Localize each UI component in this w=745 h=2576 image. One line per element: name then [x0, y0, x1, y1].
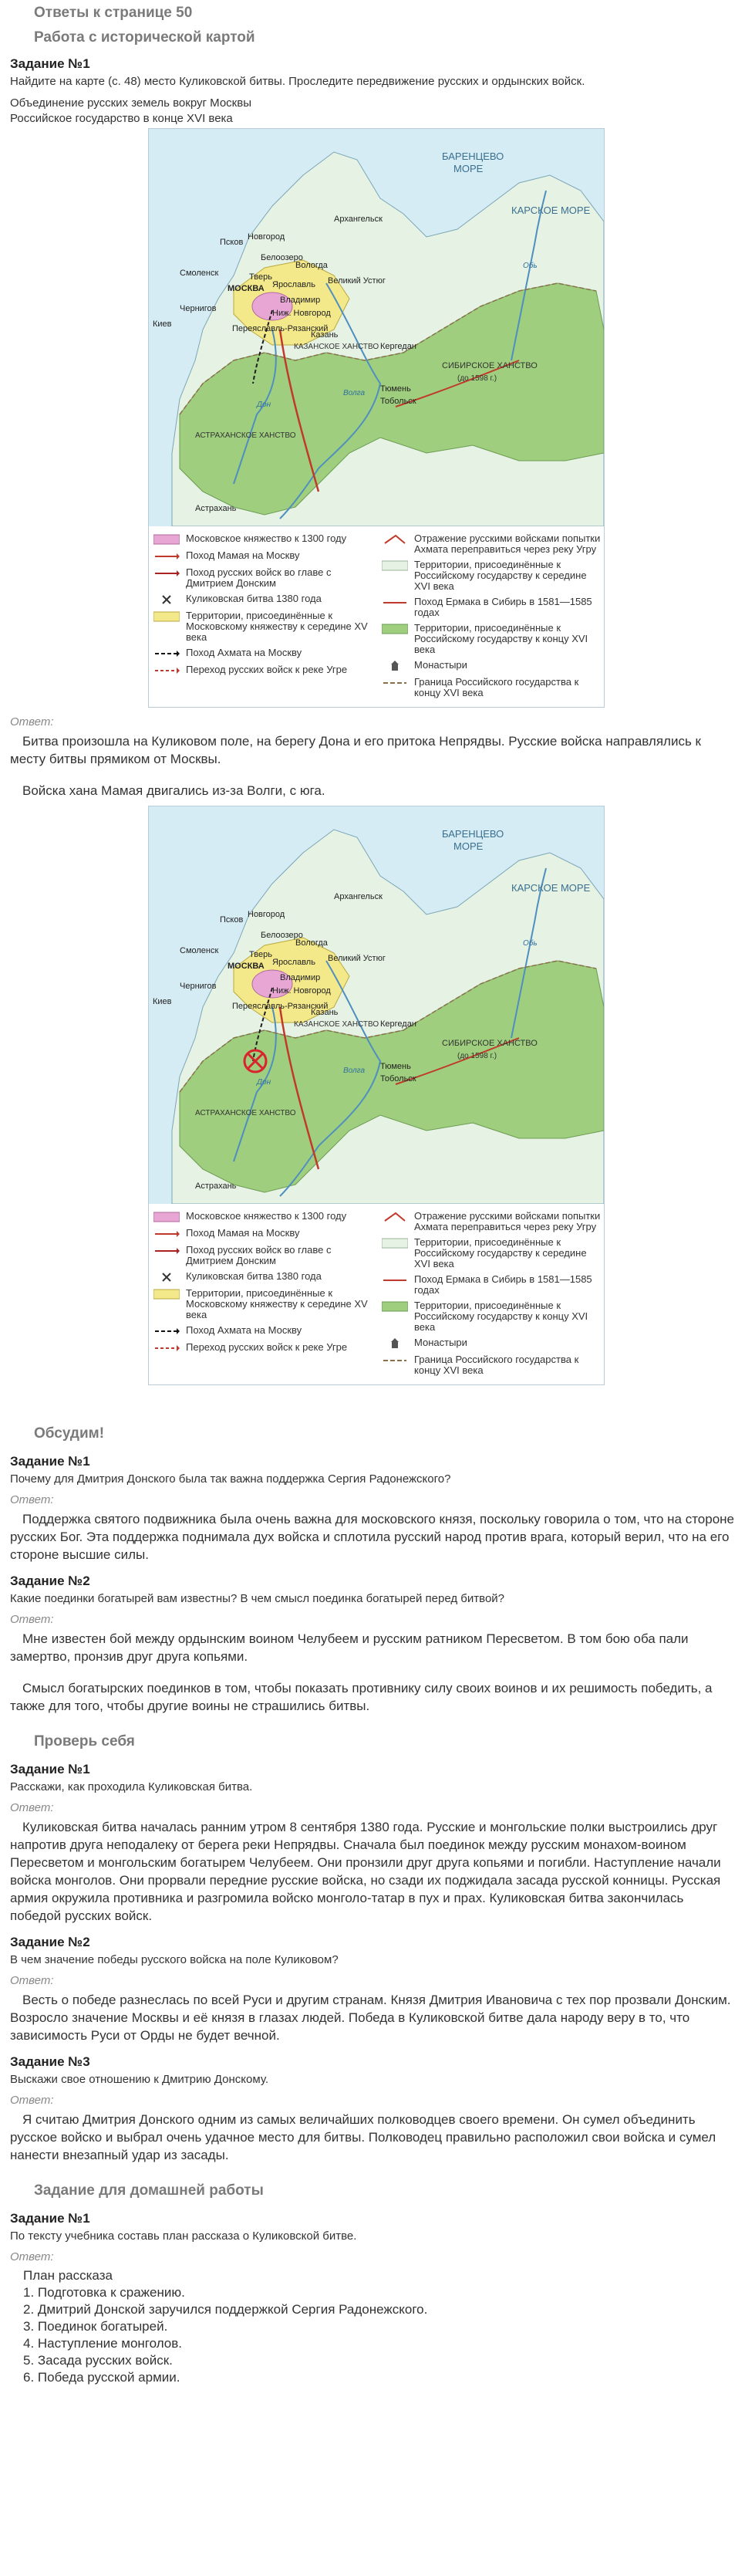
task-1-answer-label: Ответ: — [10, 715, 54, 729]
task-1-answer-p1: Битва произошла на Куликовом поле, на берегу Дона и его притока Непрядвы. Русские войска направлялись к месту битвы прямиком от Москвы. — [10, 734, 701, 766]
legend-text: Граница Российского государства к концу XVI века — [414, 676, 579, 698]
map-label-kara: КАРСКОЕ МОРЕ — [511, 882, 591, 894]
legend-item — [382, 677, 605, 698]
section-title-discuss: Обсудим! — [34, 1425, 105, 1442]
map-city-tver: Тверь — [249, 272, 272, 282]
legend-text: Переход русских войск к реке Угре — [186, 1341, 348, 1353]
legend-text: Граница Российского государства к концу XVI века — [414, 1354, 579, 1376]
legend-item — [382, 1274, 605, 1296]
map-label-barents2: МОРЕ — [453, 163, 484, 174]
map-caption-line2: Российское государство в конце XVI века — [10, 112, 233, 125]
legend-text: Территории, присоединённые к Российскому государству к середине XVI века — [414, 559, 587, 592]
legend-item — [382, 1337, 605, 1350]
discuss-task-2-answer-label: Ответ: — [10, 1613, 54, 1626]
legend-swatch-ermak — [382, 1274, 408, 1286]
map-label-barents: БАРЕНЦЕВО — [442, 828, 504, 840]
legend-item — [382, 597, 605, 618]
discuss-task-2-question: Какие поединки богатырей вам известны? В чем смысл поединка богатырей перед битвой? — [10, 1592, 505, 1605]
check-task-1-question: Расскажи, как проходила Куликовская битва. — [10, 1780, 253, 1793]
legend-item — [153, 1271, 377, 1283]
map-region-kazan: КАЗАНСКОЕ ХАНСТВО — [294, 343, 379, 351]
homework-task-1-question: По тексту учебника составь план рассказа о Куликовской битве. — [10, 2229, 357, 2243]
legend-text: Московское княжество к 1300 году — [186, 532, 347, 544]
map-region-sibir-year: (до 1598 г.) — [457, 374, 497, 383]
map-city-ustyug: Великий Устюг — [328, 954, 386, 963]
map-city-pskov: Псков — [220, 238, 244, 247]
legend-item — [153, 1245, 377, 1266]
legend-swatch-red-arrow — [153, 1228, 180, 1240]
map-city-kiev: Киев — [153, 319, 172, 329]
legend-text: Переход русских войск к реке Угре — [186, 664, 348, 675]
legend-text: Поход Ахмата на Москву — [186, 1324, 302, 1336]
map-city-nizhny: Ниж. Новгород — [272, 309, 331, 318]
map-city-astrakhan: Астрахань — [195, 1182, 237, 1191]
legend-text: Отражение русскими войсками попытки Ахмата переправиться через реку Угру — [414, 532, 601, 555]
legend-item — [153, 1211, 377, 1223]
legend-item — [382, 1211, 605, 1232]
map-label-barents: БАРЕНЦЕВО — [442, 150, 504, 162]
legend-swatch-yellow — [153, 1288, 180, 1300]
map-city-tyumen: Тюмень — [380, 1062, 411, 1071]
map-river-don-label: Дон — [257, 401, 271, 409]
legend-swatch-pink — [153, 533, 180, 546]
legend-swatch-red-arrow — [153, 550, 180, 563]
map-canvas — [149, 129, 604, 526]
map-city-beloozero: Белоозеро — [261, 931, 303, 940]
map-city-tver: Тверь — [249, 950, 272, 959]
legend-swatch-light — [382, 1237, 408, 1249]
plan-item: 6. Победа русской армии. — [23, 2370, 180, 2385]
legend-item — [153, 1288, 377, 1320]
legend-swatch-ermak — [382, 597, 408, 609]
map-legend — [149, 1204, 604, 1384]
section-title-map-work: Работа с исторической картой — [34, 29, 255, 46]
map-city-moskva: МОСКВА — [228, 962, 265, 971]
discuss-task-1-question: Почему для Дмитрия Донского была так важна поддержка Сергия Радонежского? — [10, 1472, 451, 1486]
discuss-task-2-title: Задание №2 — [10, 1574, 90, 1588]
task-1-answer-p2: Войска хана Мамая двигались из-за Волги, с юга. — [22, 783, 325, 798]
map-city-kerdan: Кергедан — [380, 342, 416, 351]
map-city-arkhangelsk: Архангельск — [334, 892, 383, 901]
check-task-2-answer-label: Ответ: — [10, 1974, 54, 1987]
legend-item — [153, 1228, 377, 1240]
legend-text: Поход Ермака в Сибирь в 1581—1585 годах — [414, 596, 592, 618]
legend-text: Территории, присоединённые к Российскому государству к концу XVI века — [414, 1300, 588, 1333]
legend-text: Монастыри — [414, 659, 467, 671]
map-label-barents2: МОРЕ — [453, 840, 484, 852]
plan-item: 1. Подготовка к сражению. — [23, 2285, 185, 2300]
map-river-ob-label: Обь — [523, 262, 538, 270]
legend-item — [382, 1354, 605, 1376]
map-city-astrakhan: Астрахань — [195, 504, 237, 513]
check-task-3-title: Задание №3 — [10, 2054, 90, 2069]
map-city-vologda: Вологда — [295, 261, 328, 270]
legend-text: Поход Ермака в Сибирь в 1581—1585 годах — [414, 1273, 592, 1296]
legend-swatch-red-dash — [153, 664, 180, 677]
plan-heading: План рассказа — [23, 2268, 113, 2283]
legend-text: Территории, присоединённые к Московскому княжеству к середине XV века — [186, 1287, 368, 1320]
check-task-1-title: Задание №1 — [10, 1762, 90, 1776]
plan-item: 3. Поединок богатырей. — [23, 2319, 168, 2334]
map-city-nizhny: Ниж. Новгород — [272, 986, 331, 996]
plan-item: 4. Наступление монголов. — [23, 2336, 183, 2351]
legend-item — [382, 660, 605, 672]
legend-swatch-pink — [153, 1211, 180, 1223]
map-city-arkhangelsk: Архангельск — [334, 215, 383, 224]
map-city-pereyaslavl: Переяславль-Рязанский — [232, 324, 329, 333]
plan-item: 5. Засада русских войск. — [23, 2353, 173, 2368]
map-city-kiev: Киев — [153, 997, 172, 1006]
check-task-3-question: Выскажи свое отношению к Дмитрию Донскому. — [10, 2073, 268, 2086]
map-city-kazan: Казань — [311, 330, 339, 340]
map-region-kazan: КАЗАНСКОЕ ХАНСТВО — [294, 1020, 379, 1029]
legend-swatch-repel — [382, 533, 408, 546]
legend-item — [153, 533, 377, 546]
map-label-kara: КАРСКОЕ МОРЕ — [511, 205, 591, 216]
monastery-icon — [382, 660, 408, 672]
legend-text: Монастыри — [414, 1337, 467, 1348]
legend-swatch-light — [382, 559, 408, 572]
map-city-vladimir: Владимир — [280, 296, 321, 305]
check-task-2-answer: Весть о победе разнеслась по всей Руси и другим странам. Князя Дмитрия Ивановича с тех пор прозвали Донским. Возросло значение Москвы и её князя в глазах людей. Победа в Куликовской битве дала народу веру в то, что зависимость Руси от Орды не будет вечной. — [10, 1993, 731, 2043]
map-city-smolensk: Смоленск — [180, 946, 219, 955]
map-city-pereyaslavl: Переяславль-Рязанский — [232, 1002, 329, 1011]
legend-swatch-red-arrow2 — [153, 567, 180, 580]
section-title-check: Проверь себя — [34, 1733, 135, 1749]
discuss-task-2-answer-p2: Смысл богатырских поединков в том, чтобы показать противнику силу своих воинов и их решимость победить, а также для того, чтобы другие воины не страшились битвы. — [10, 1681, 713, 1713]
legend-text: Поход русских войск во главе с Дмитрием Донским — [186, 566, 332, 589]
legend-item — [153, 647, 377, 660]
map-river-volga-label: Волга — [343, 389, 366, 397]
discuss-task-2-answer-p1: Мне известен бой между ордынским воином Челубеем и русским ратником Пересветом. В том бою оба пали замертво, пронзив друг друга копьями. — [10, 1631, 689, 1664]
map-canvas — [149, 806, 604, 1204]
map-city-vologda: Вологда — [295, 938, 328, 948]
map-city-yaroslavl: Ярославль — [272, 958, 315, 967]
homework-task-1-title: Задание №1 — [10, 2211, 90, 2226]
task-1-question: Найдите на карте (с. 48) место Куликовской битвы. Проследите передвижение русских и ордынских войск. — [10, 75, 585, 88]
legend-item — [153, 664, 377, 677]
legend-item — [153, 1342, 377, 1354]
legend-item — [153, 610, 377, 643]
legend-swatch-repel — [382, 1211, 408, 1223]
historical-map-1 — [148, 128, 605, 708]
legend-swatch-green — [382, 1300, 408, 1313]
legend-item — [382, 533, 605, 555]
legend-text: Отражение русскими войсками попытки Ахмата переправиться через реку Угру — [414, 1210, 601, 1232]
legend-swatch-cross — [153, 1271, 180, 1283]
legend-item — [382, 623, 605, 655]
map-region-sibir: СИБИРСКОЕ ХАНСТВО — [442, 1039, 538, 1048]
legend-swatch-black-arrow — [153, 647, 180, 660]
map-river-volga-label: Волга — [343, 1067, 366, 1075]
legend-item — [153, 550, 377, 563]
map-legend — [149, 526, 604, 707]
legend-text: Поход Ахмата на Москву — [186, 647, 302, 658]
legend-text: Куликовская битва 1380 года — [186, 593, 322, 604]
legend-swatch-yellow — [153, 610, 180, 623]
monastery-icon — [382, 1337, 408, 1350]
legend-text: Поход Мамая на Москву — [186, 549, 300, 561]
legend-text: Поход русских войск во главе с Дмитрием Донским — [186, 1244, 332, 1266]
legend-text: Территории, присоединённые к Российскому государству к концу XVI века — [414, 622, 588, 655]
check-task-2-title: Задание №2 — [10, 1935, 90, 1949]
homework-task-1-answer-label: Ответ: — [10, 2250, 54, 2263]
legend-text: Куликовская битва 1380 года — [186, 1270, 322, 1282]
map-city-novgorod: Новгород — [248, 232, 285, 242]
legend-swatch-cross — [153, 593, 180, 606]
map-city-vladimir: Владимир — [280, 973, 321, 982]
legend-text: Поход Мамая на Москву — [186, 1227, 300, 1239]
map-city-tobolsk: Тобольск — [380, 397, 416, 406]
map-region-sibir-year: (до 1598 г.) — [457, 1052, 497, 1060]
map-city-moskva: МОСКВА — [228, 284, 265, 293]
legend-swatch-green — [382, 623, 408, 635]
map-caption-line1: Объединение русских земель вокруг Москвы — [10, 96, 251, 110]
check-task-1-answer: Куликовская битва началась ранним утром 8 сентября 1380 года. Русские и монгольские полки выстроились друг напротив друга неподалеку от берега реки Непрядвы. Сначала был поединок между русским монахом-воином Пересветом и монгольским богатырем Челубеем. Они пронзили друг друга копьями и погибли. Наступление начали войска монголов. Они прорвали передние русские войска, но сзади их поджидала засада русской конницы. Русская армия окружила противника и разгромила войско монголо-татар в пух и прах. Куликовская битва закончилась победой русских войск. — [10, 1820, 721, 1923]
page-title: Ответы к странице 50 — [34, 5, 193, 21]
map-city-yaroslavl: Ярославль — [272, 280, 315, 289]
legend-item — [382, 559, 605, 592]
discuss-task-1-title: Задание №1 — [10, 1454, 90, 1469]
legend-text: Территории, присоединённые к Московскому княжеству к середине XV века — [186, 610, 368, 643]
legend-item — [153, 593, 377, 606]
map-city-novgorod: Новгород — [248, 910, 285, 919]
legend-swatch-border — [382, 1354, 408, 1367]
legend-swatch-red-dash — [153, 1342, 180, 1354]
historical-map-2 — [148, 806, 605, 1385]
legend-item — [382, 1237, 605, 1269]
discuss-task-1-answer-label: Ответ: — [10, 1493, 54, 1506]
map-city-beloozero: Белоозеро — [261, 253, 303, 262]
map-city-tyumen: Тюмень — [380, 384, 411, 394]
task-1-title: Задание №1 — [10, 56, 90, 71]
map-city-kazan: Казань — [311, 1008, 339, 1017]
map-city-pskov: Псков — [220, 915, 244, 925]
legend-item — [382, 1300, 605, 1333]
plan-item: 2. Дмитрий Донской заручился поддержкой Сергия Радонежского. — [23, 2302, 428, 2317]
map-city-kerdan: Кергедан — [380, 1019, 416, 1029]
check-task-3-answer: Я считаю Дмитрия Донского одним из самых величайших полководцев своего времени. Он сумел объединить русское войско и выбрал очень удачное место для битвы. Полководец правильно расположил свои войска и сумел нанести внезапный удар из засады. — [10, 2112, 716, 2162]
map-city-smolensk: Смоленск — [180, 269, 219, 278]
legend-item — [153, 1325, 377, 1337]
map-city-ustyug: Великий Устюг — [328, 276, 386, 286]
section-title-homework: Задание для домашней работы — [34, 2182, 264, 2199]
check-task-1-answer-label: Ответ: — [10, 1801, 54, 1814]
map-city-chernigov: Чернигов — [180, 982, 217, 991]
map-region-astrakhan: АСТРАХАНСКОЕ ХАНСТВО — [195, 1109, 296, 1117]
legend-swatch-black-arrow — [153, 1325, 180, 1337]
legend-swatch-border — [382, 677, 408, 689]
map-city-tobolsk: Тобольск — [380, 1074, 416, 1083]
map-region-astrakhan: АСТРАХАНСКОЕ ХАНСТВО — [195, 431, 296, 440]
legend-item — [153, 567, 377, 589]
map-river-ob-label: Обь — [523, 939, 538, 948]
map-river-don-label: Дон — [257, 1078, 271, 1087]
map-city-chernigov: Чернигов — [180, 304, 217, 313]
legend-swatch-red-arrow2 — [153, 1245, 180, 1257]
check-task-3-answer-label: Ответ: — [10, 2094, 54, 2107]
check-task-2-question: В чем значение победы русского войска на поле Куликовом? — [10, 1953, 339, 1966]
legend-text: Московское княжество к 1300 году — [186, 1210, 347, 1222]
map-region-sibir: СИБИРСКОЕ ХАНСТВО — [442, 361, 538, 370]
discuss-task-1-answer: Поддержка святого подвижника была очень важна для московского князя, поскольку говорила о том, что на стороне русских Бог. Эта поддержка поднимала дух войска и сплотила русский народ против врага, который верил, что на его стороне высшие силы. — [10, 1512, 735, 1562]
legend-text: Территории, присоединённые к Российскому государству к середине XVI века — [414, 1236, 587, 1269]
